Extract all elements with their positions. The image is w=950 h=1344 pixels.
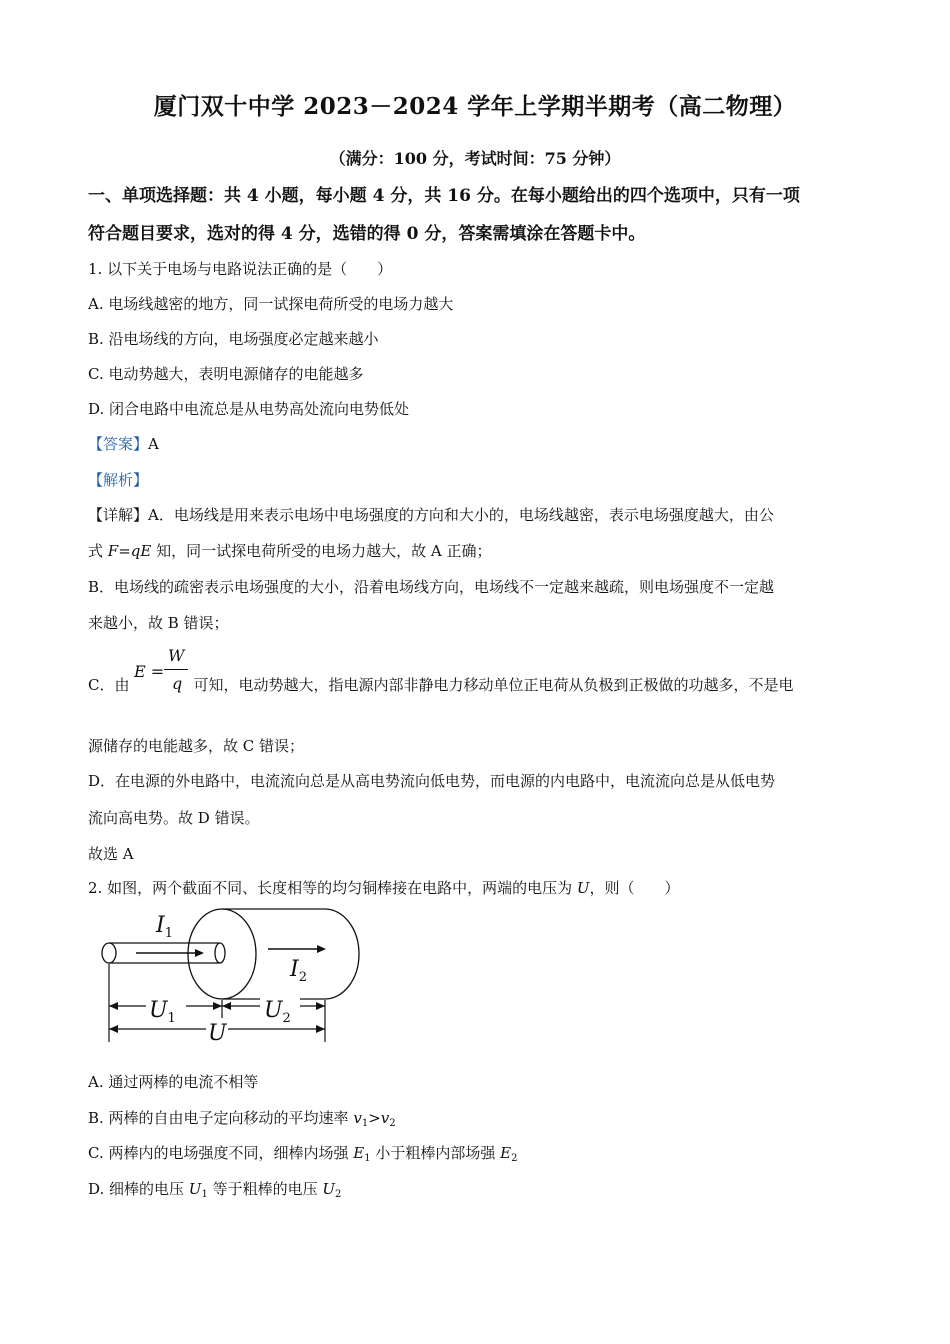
q1-analysis-heading (88, 469, 878, 490)
detail-a2-suffix: 知，同一试探电荷所受的电场力越大，故 A 正确； (151, 542, 492, 560)
q2-stem (88, 877, 878, 898)
q2-option-b (88, 1107, 878, 1129)
section-instructions-line1: 一、单项选择题：共 4 小题，每小题 4 分，共 16 分。在每小题给出的四个选项中，只有一项 (88, 186, 800, 206)
q1-detail-b-line1: B．电场线的疏密表示电场强度的大小，沿着电场线方向，电场线不一定越来越疏，则电场强度不一定越 (88, 578, 775, 596)
detail-c-prefix: C．由 (88, 676, 130, 694)
detail-tag: 【详解】 (88, 506, 149, 524)
dim-arrow-3 (222, 1002, 231, 1010)
q1-option-d: D. 闭合电路中电流总是从电势高处流向电势低处 (88, 400, 410, 418)
q1-option-b: B. 沿电场线的方向，电场强度必定越来越小 (88, 330, 379, 348)
fraction-bar (164, 669, 188, 670)
q1-detail-d-line1: D．在电源的外电路中，电流流向总是从高电势流向低电势，而电源的内电路中，电流流向总是从低电势 (88, 772, 776, 790)
detail-a-text: A．电场线是用来表示电场中电场强度的方向和大小的，电场线越密，表示电场强度越大，由公 (148, 506, 774, 524)
q2-d-u2: U (322, 1180, 336, 1198)
q2-option-a: A. 通过两棒的电流不相等 (88, 1073, 259, 1091)
section-instructions-line2: 符合题目要求，选对的得 4 分，选错的得 0 分，答案需填涂在答题卡中。 (88, 224, 646, 244)
formula-f-qe: F=qE (107, 542, 152, 560)
q1-option-a: A. 电场线越密的地方，同一试探电荷所受的电场力越大 (88, 295, 454, 313)
q2-d-text: D. 细棒的电压 (88, 1180, 189, 1198)
q2-b-text: B. 两棒的自由电子定向移动的平均速率 (88, 1109, 354, 1127)
thin-rod-end (102, 943, 116, 963)
dim-arrow-4 (316, 1002, 325, 1010)
q1-detail-d-line2: 流向高电势。故 D 错误。 (88, 809, 260, 827)
label-i1: $I_1$ (156, 913, 173, 941)
q2-d-u1-sub: 1 (201, 1189, 208, 1200)
q2-d-mid: 等于粗棒的电压 (207, 1180, 323, 1198)
detail-c-text: 可知，电动势越大，指电源内部非静电力移动单位正电荷从负极到正极做的功越多，不是电 (193, 676, 794, 694)
q1-detail-c-line1 (88, 674, 878, 695)
q1-stem: 1. 以下关于电场与电路说法正确的是（ ） (88, 260, 393, 278)
label-u1: $U_1$ (149, 998, 176, 1026)
dim-arrow-6 (316, 1025, 325, 1033)
copper-rods-diagram (92, 900, 372, 1050)
q2-b-gt: > (368, 1109, 381, 1127)
q2-d-u2-sub: 2 (335, 1189, 342, 1200)
page-subtitle: （满分：100 分，考试时间：75 分钟） (329, 149, 621, 168)
q1-detail-b-line2: 来越小，故 B 错误； (88, 614, 229, 632)
page-title: 厦门双十中学 2023－2024 学年上学期半期考（高二物理） (153, 93, 797, 120)
q2-b-v2-sub: 2 (389, 1118, 396, 1129)
answer-value: A (148, 435, 159, 453)
q2-b-v2: v (380, 1109, 390, 1127)
formula-lhs: E = (134, 662, 165, 681)
label-u2: $U_2$ (264, 998, 291, 1026)
q2-c-e1: E (353, 1144, 365, 1162)
q2-c-e1-sub: 1 (364, 1153, 371, 1164)
q1-conclusion: 故选 A (88, 845, 134, 863)
q2-option-c (88, 1142, 878, 1164)
q2-c-text: C. 两棒内的电场强度不同，细棒内场强 (88, 1144, 354, 1162)
q2-b-v1: v (353, 1109, 362, 1127)
label-i2: $I_2$ (290, 957, 307, 985)
q2-option-d (88, 1178, 878, 1200)
thick-rod-far-end (325, 909, 359, 999)
detail-a2-prefix: 式 (88, 542, 108, 560)
dim-arrow-1 (109, 1002, 118, 1010)
q2-stem-prefix: 2. 如图，两个截面不同、长度相等的均匀铜棒接在电路中，两端的电压为 (88, 879, 577, 897)
dim-arrow-2 (213, 1002, 222, 1010)
q2-c-mid: 小于粗棒内部场强 (370, 1144, 501, 1162)
current-i2-arrowhead (317, 945, 326, 953)
formula-numerator: W (168, 646, 185, 665)
label-u: U (208, 1021, 227, 1046)
q2-b-v1-sub: 1 (361, 1118, 369, 1129)
analysis-tag: 【解析】 (88, 471, 149, 489)
q1-detail-a-line1 (88, 504, 878, 525)
dim-arrow-5 (109, 1025, 118, 1033)
q2-stem-var: U (576, 879, 590, 897)
answer-tag: 【答案】 (88, 435, 149, 453)
q2-c-e2-sub: 2 (511, 1153, 518, 1164)
q1-option-c: C. 电动势越大，表明电源储存的电能越多 (88, 365, 364, 383)
q2-d-u1: U (188, 1180, 202, 1198)
q2-stem-suffix: ，则（ ） (589, 879, 680, 897)
q1-detail-c-line2: 源储存的电能越多，故 C 错误； (88, 737, 305, 755)
q1-detail-a-line2 (88, 540, 878, 561)
formula-e-w-over-q (134, 646, 194, 698)
formula-denominator: q (172, 674, 183, 693)
q1-answer (88, 433, 878, 454)
q2-c-e2: E (500, 1144, 512, 1162)
